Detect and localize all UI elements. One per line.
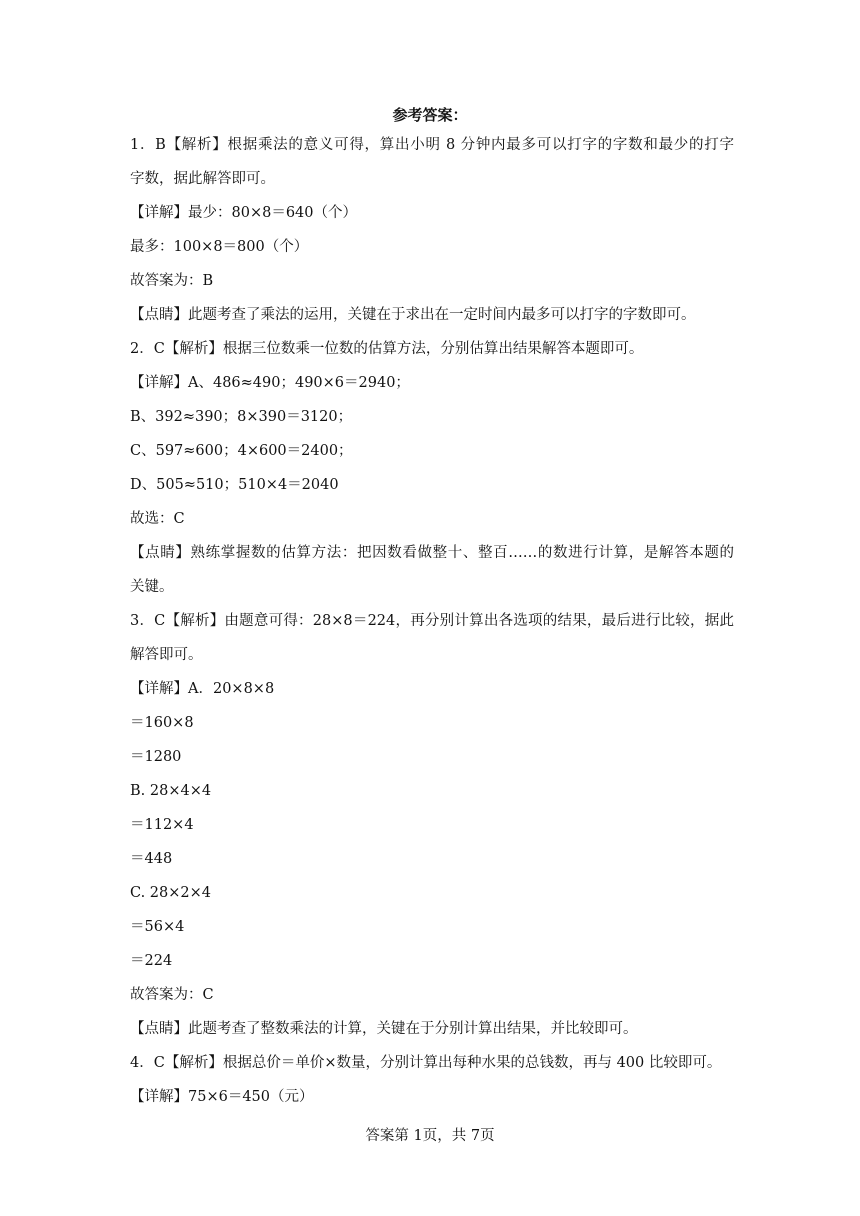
text-line: 【详解】最少：80×8＝640（个）: [130, 205, 358, 221]
text-line: 【点睛】熟练掌握数的估算方法：把因数看做整十、整百……的数进行计算，是解答本题的: [130, 545, 734, 561]
text-line: C、597≈600；4×600＝2400；: [130, 443, 353, 459]
text-line: B、392≈390；8×390＝3120；: [130, 409, 353, 425]
text-line: 4．C【解析】根据总价＝单价×数量，分别计算出每种水果的总钱数，再与 400 比较即可。: [130, 1055, 722, 1071]
text-line: 【详解】A．20×8×8: [130, 681, 275, 697]
text-line: D、505≈510；510×4＝2040: [130, 477, 339, 493]
text-line: 故答案为：C: [130, 987, 214, 1003]
text-line: C. 28×2×4: [130, 885, 211, 901]
text-line: 3．C【解析】由题意可得：28×8＝224，再分别计算出各选项的结果，最后进行比较，据此: [130, 613, 734, 629]
text-line: 故选：C: [130, 511, 185, 527]
text-line: 【点睛】此题考查了整数乘法的计算，关键在于分别计算出结果，并比较即可。: [130, 1021, 638, 1037]
page-footer: 答案第 1页，共 7页: [365, 1128, 495, 1144]
text-line: 1．B【解析】根据乘法的意义可得，算出小明 8 分钟内最多可以打字的字数和最少的打字: [130, 137, 734, 153]
text-line: ＝160×8: [130, 715, 194, 731]
text-line: 故答案为：B: [130, 273, 214, 289]
text-line: ＝448: [130, 851, 173, 867]
text-line: 关键。: [130, 579, 174, 595]
text-line: 2．C【解析】根据三位数乘一位数的估算方法，分别估算出结果解答本题即可。: [130, 341, 644, 357]
text-line: ＝1280: [130, 749, 182, 765]
text-line: B. 28×4×4: [130, 783, 212, 799]
text-line: 【详解】A、486≈490；490×6＝2940；: [130, 375, 410, 391]
text-line: ＝112×4: [130, 817, 194, 833]
text-line: 解答即可。: [130, 647, 203, 663]
text-line: ＝224: [130, 953, 173, 969]
answer-content: [130, 128, 734, 1114]
text-line: 最多：100×8＝800（个）: [130, 239, 309, 255]
text-line: 字数，据此解答即可。: [130, 171, 275, 187]
text-line: 【详解】75×6＝450（元）: [130, 1089, 314, 1105]
text-line: 【点睛】此题考查了乘法的运用，关键在于求出在一定时间内最多可以打字的字数即可。: [130, 307, 696, 323]
page-title: 参考答案：: [392, 106, 468, 124]
text-line: ＝56×4: [130, 919, 185, 935]
